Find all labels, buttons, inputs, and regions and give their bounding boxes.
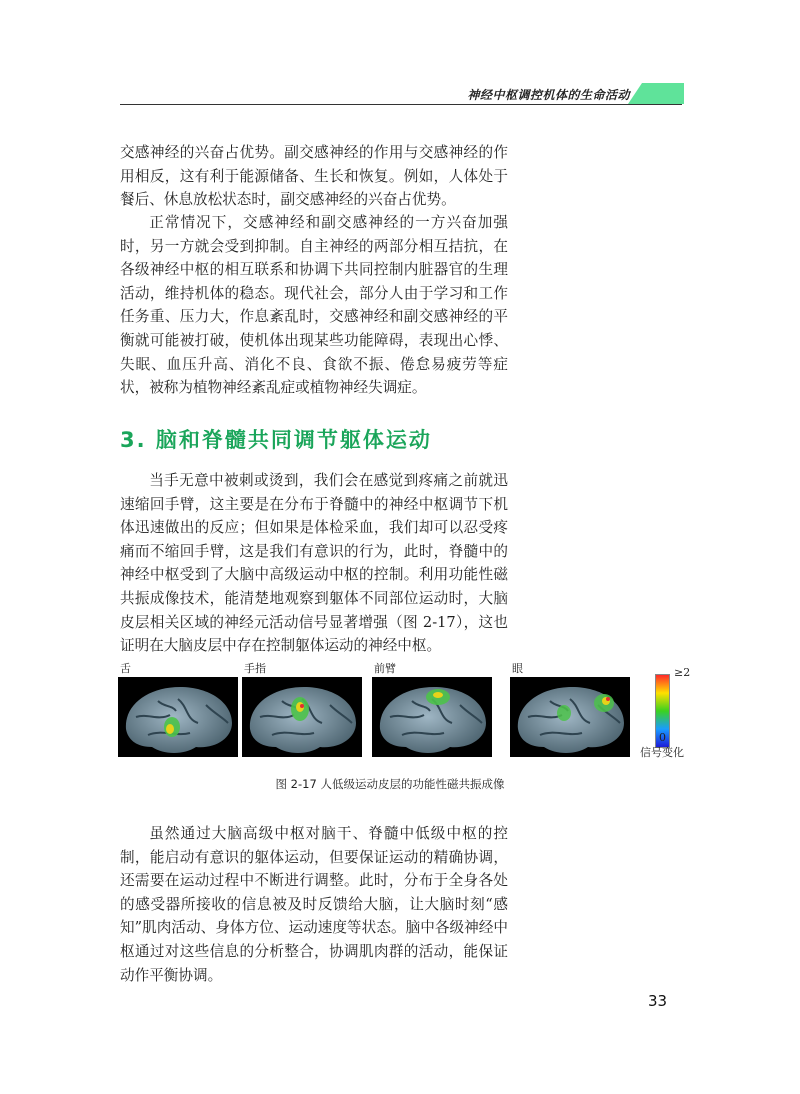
colorbar-min-label: 0	[659, 731, 666, 744]
header-accent-tab	[628, 83, 684, 104]
page-number: 33	[648, 992, 668, 1010]
section-heading: 3. 脑和脊髓共同调节躯体运动	[120, 428, 432, 452]
colorbar-max-label: ≥2	[674, 666, 691, 679]
panel-label-forearm: 前臂	[374, 662, 396, 675]
paragraph-3: 当手无意中被刺或烫到，我们会在感觉到疼痛之前就迅速缩回手臂，这主要是在分布于脊髓中的神经中枢调节下机体迅速做出的反应；但如果是体检采血，我们却可以忍受疼痛而不缩回手臂，这是我们有意识的行为，此时，脊髓中的神经中枢受到了大脑中高级运动中枢的控制。利用功能性磁共振成像技术，能清楚地观察到躯体不同部位运动时，大脑皮层相关区域的神经元活动信号显著增强（图 2-17），这也证明在大脑皮层中存在控制躯体运动的神经中枢。	[120, 472, 508, 655]
paragraph-2: 正常情况下，交感神经和副交感神经的一方兴奋加强时，另一方就会受到抑制。自主神经的两部分相互拮抗，在各级神经中枢的相互联系和协调下共同控制内脏器官的生理活动，维持机体的稳态。现代社会，部分人由于学习和工作任务重、压力大，作息紊乱时，交感神经和副交感神经的平衡就可能被打破，使机体出现某些功能障碍，表现出心悸、失眠、血压升高、消化不良、食欲不振、倦怠易疲劳等症状，被称为植物神经紊乱症或植物神经失调症。	[120, 214, 508, 397]
running-header-title: 神经中枢调控机体的生命活动	[467, 88, 630, 102]
colorbar-title: 信号变化	[640, 746, 684, 759]
paragraph-4: 虽然通过大脑高级中枢对脑干、脊髓中低级中枢的控制，能启动有意识的躯体运动，但要保证运动的精确协调，还需要在运动过程中不断进行调整。此时，分布于全身各处的感受器所接收的信息被及时反馈给大脑，让大脑时刻“感知”肌肉活动、身体方位、运动速度等状态。脑中各级神经中枢通过对这些信息的分析整合，协调肌肉群的活动，能保证动作平衡协调。	[120, 825, 508, 984]
panel-label-tongue: 舌	[120, 662, 131, 675]
panel-label-finger: 手指	[244, 662, 266, 675]
brain-image-eye	[510, 677, 630, 757]
panel-label-eye: 眼	[512, 662, 523, 675]
paragraph-1: 交感神经的兴奋占优势。副交感神经的作用与交感神经的作用相反，这有利于能源储备、生长和恢复。例如，人体处于餐后、休息放松状态时，副交感神经的兴奋占优势。	[120, 144, 508, 209]
brain-image-tongue	[118, 677, 238, 757]
figure-caption: 图 2-17 人低级运动皮层的功能性磁共振成像	[275, 777, 505, 791]
brain-image-forearm	[372, 677, 492, 757]
brain-image-finger	[242, 677, 362, 757]
header-rule	[120, 104, 682, 105]
fmri-figure	[118, 660, 698, 770]
